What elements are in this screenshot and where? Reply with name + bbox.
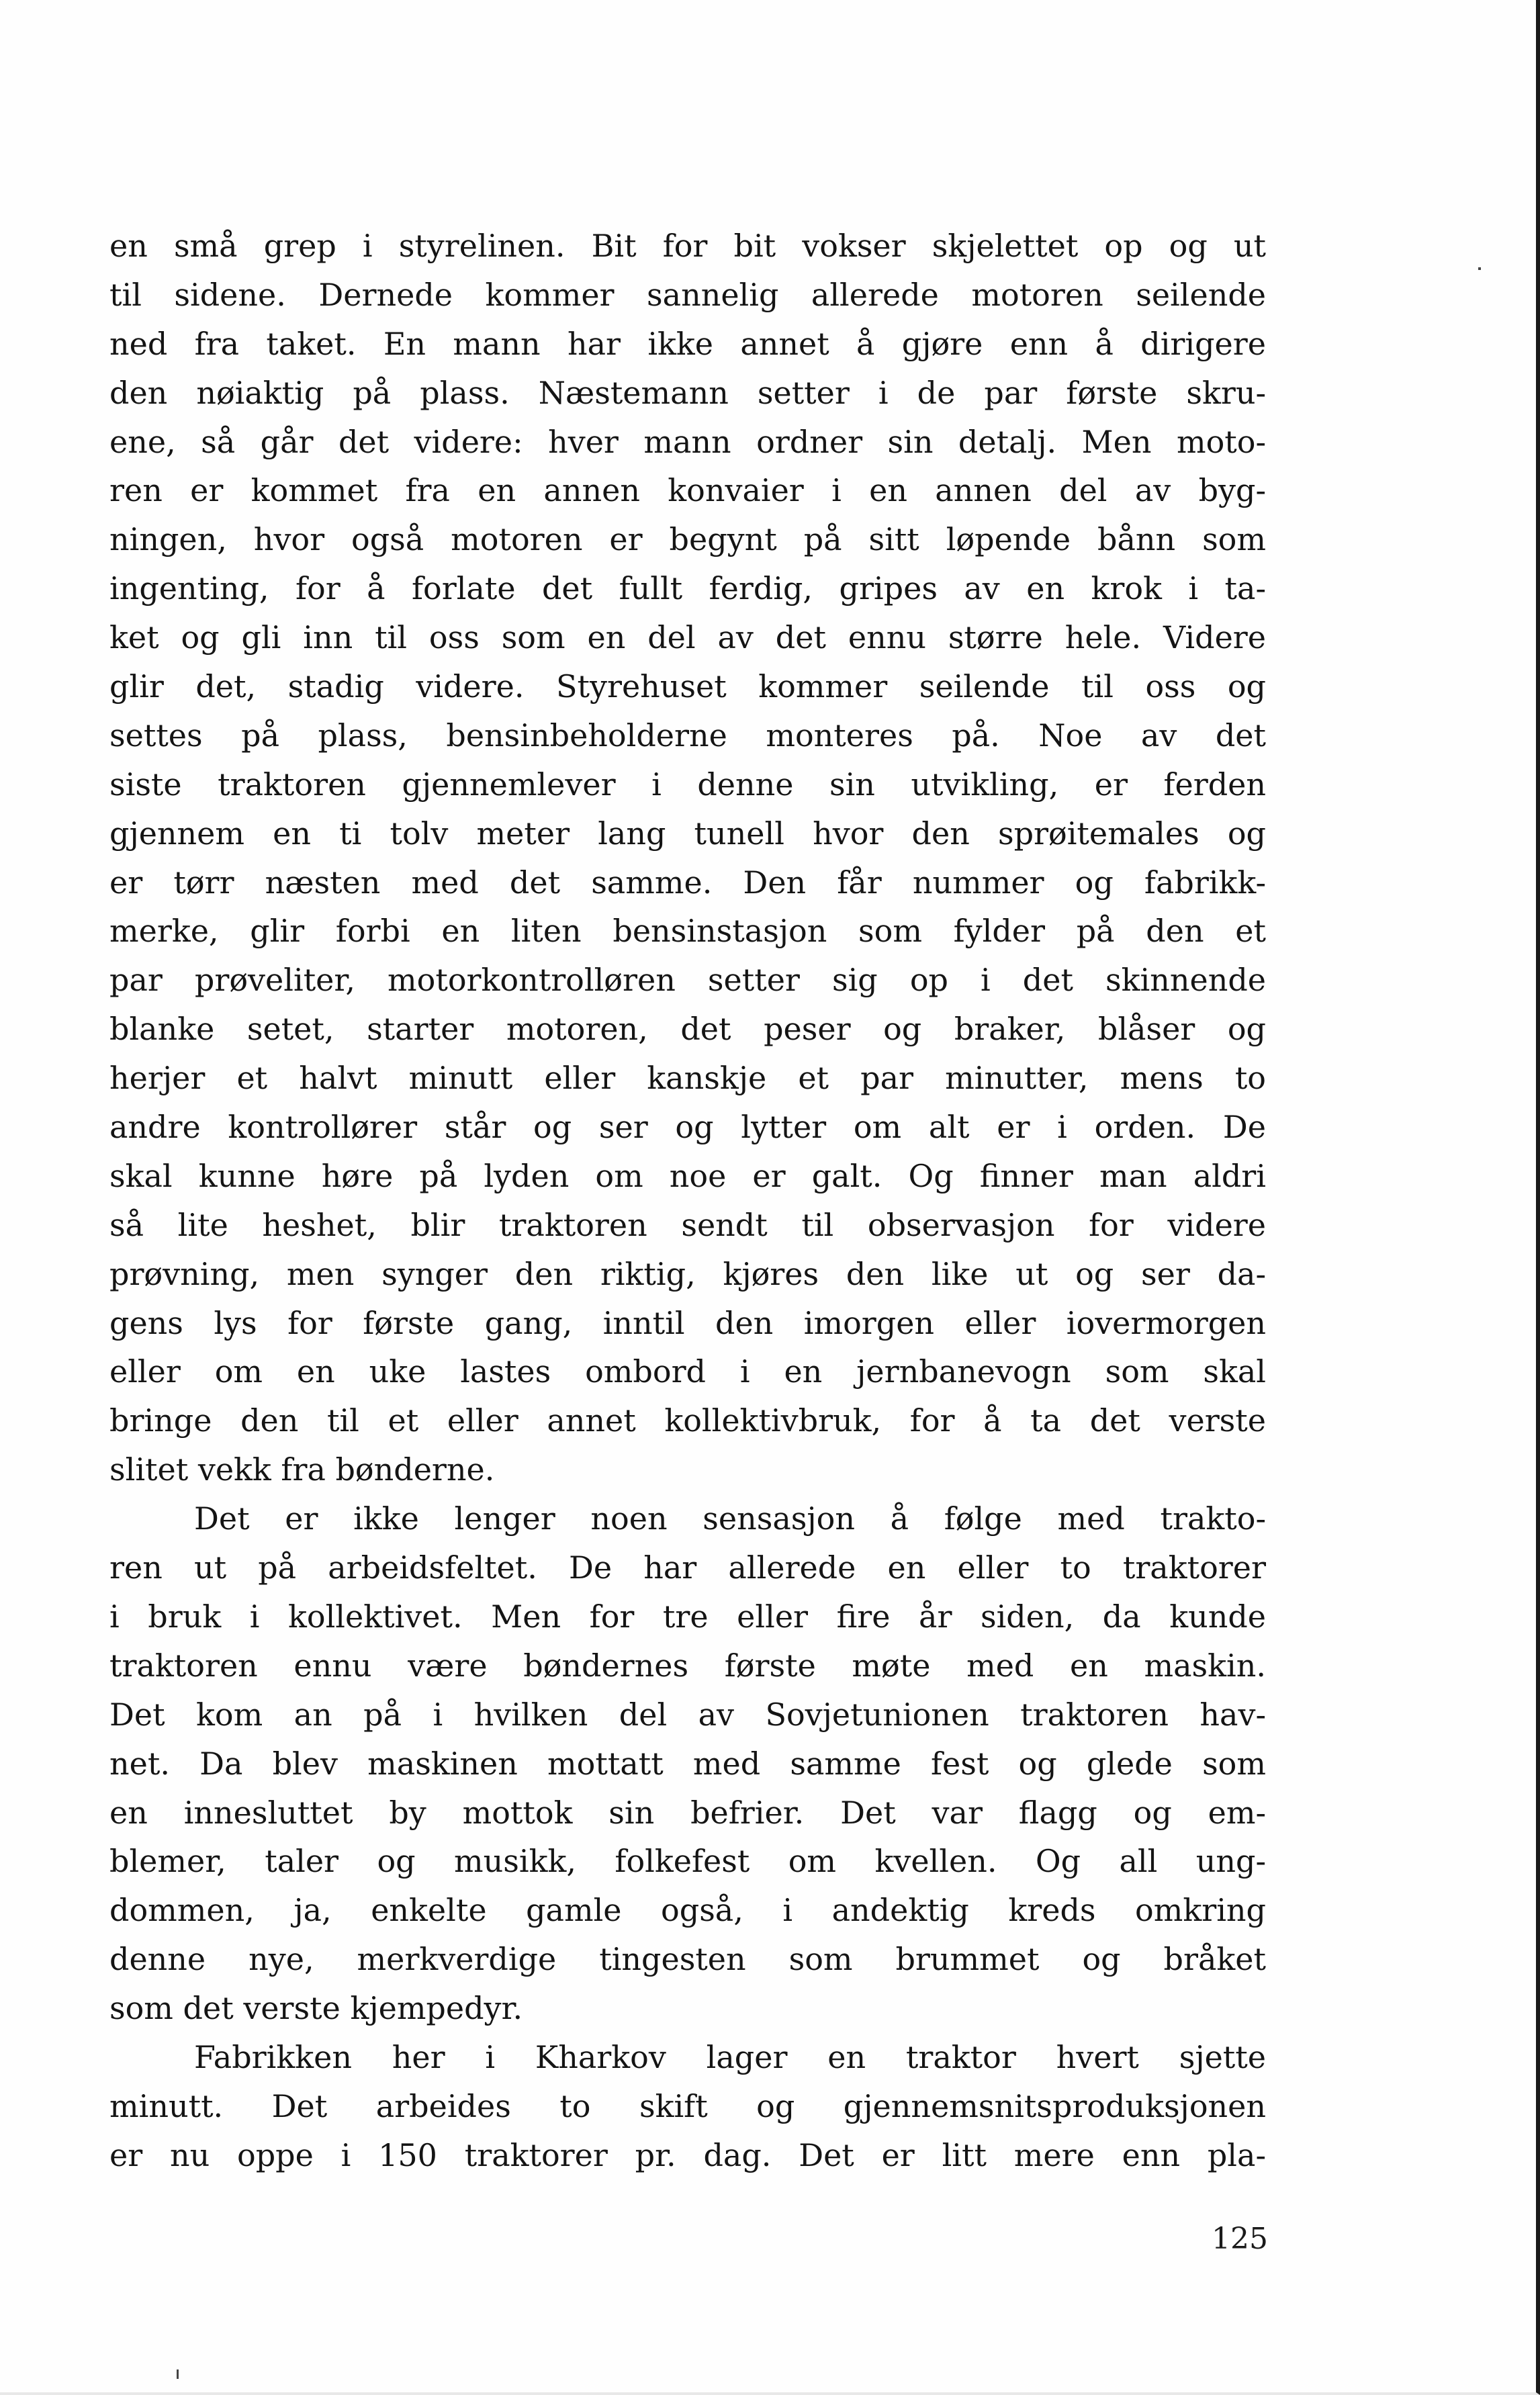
paragraph-start-line: Det er ikke lenger noen sensasjon å følge med trakto-	[194, 1500, 1266, 1537]
text-line: siste traktoren gjennemlever i denne sin utvikling, er ferden	[109, 766, 1266, 803]
text-line: net. Da blev maskinen mottatt med samme fest og glede som	[109, 1745, 1266, 1782]
text-line: ren ut på arbeidsfeltet. De har allerede en eller to traktorer	[109, 1549, 1266, 1586]
text-line: er nu oppe i 150 traktorer pr. dag. Det er litt mere enn pla-	[109, 2136, 1266, 2173]
paragraph-start-line: Fabrikken her i Kharkov lager en traktor hvert sjette	[194, 2038, 1266, 2075]
text-line: merke, glir forbi en liten bensinstasjon som fylder på den et	[109, 913, 1266, 950]
scan-speck	[177, 2369, 179, 2379]
text-line: ned fra taket. En mann har ikke annet å gjøre enn å dirigere	[109, 325, 1266, 362]
text-line: settes på plass, bensinbeholderne monteres på. Noe av det	[109, 717, 1266, 754]
text-line: ket og gli inn til oss som en del av det ennu større hele. Videre	[109, 619, 1266, 656]
text-line: så lite heshet, blir traktoren sendt til observasjon for videre	[109, 1206, 1266, 1243]
text-line: blemer, taler og musikk, folkefest om kvellen. Og all ung-	[109, 1843, 1266, 1880]
text-line: Det kom an på i hvilken del av Sovjetunionen traktoren hav-	[109, 1696, 1266, 1733]
text-line: i bruk i kollektivet. Men for tre eller fire år siden, da kunde	[109, 1598, 1266, 1635]
text-line: bringe den til et eller annet kollektivbruk, for å ta det verste	[109, 1402, 1266, 1439]
text-line: par prøveliter, motorkontrolløren setter sig op i det skinnende	[109, 962, 1266, 999]
text-line: andre kontrollører står og ser og lytter om alt er i orden. De	[109, 1109, 1266, 1146]
text-line: ren er kommet fra en annen konvaier i en annen del av byg-	[109, 472, 1266, 509]
text-line: denne nye, merkverdige tingesten som brummet og bråket	[109, 1941, 1266, 1978]
text-line: blanke setet, starter motoren, det peser og braker, blåser og	[109, 1011, 1266, 1048]
text-line: skal kunne høre på lyden om noe er galt. Og finner man aldri	[109, 1157, 1266, 1194]
text-line: ingenting, for å forlate det fullt ferdig, gripes av en krok i ta-	[109, 570, 1266, 607]
text-line: minutt. Det arbeides to skift og gjennemsnitsproduksjonen	[109, 2087, 1266, 2124]
text-line: glir det, stadig videre. Styrehuset kommer seilende til oss og	[109, 668, 1266, 705]
paragraph-end-line: slitet vekk fra bønderne.	[109, 1451, 495, 1488]
page-number: 125	[1212, 2222, 1268, 2256]
text-line: gens lys for første gang, inntil den imorgen eller iovermorgen	[109, 1304, 1266, 1341]
scan-speck	[1478, 267, 1481, 270]
text-line: eller om en uke lastes ombord i en jernbanevogn som skal	[109, 1353, 1266, 1390]
text-line: den nøiaktig på plass. Næstemann setter i de par første skru-	[109, 374, 1266, 411]
paragraph-end-line: som det verste kjempedyr.	[109, 1990, 523, 2027]
text-line: prøvning, men synger den riktig, kjøres den like ut og ser da-	[109, 1255, 1266, 1292]
text-line: til sidene. Dernede kommer sannelig allerede motoren seilende	[109, 276, 1266, 313]
text-line: en små grep i styrelinen. Bit for bit vokser skjelettet op og ut	[109, 228, 1266, 264]
text-line: er tørr næsten med det samme. Den får nummer og fabrikk-	[109, 864, 1266, 901]
text-line: gjennem en ti tolv meter lang tunell hvor den sprøitemales og	[109, 815, 1266, 852]
text-line: dommen, ja, enkelte gamle også, i andektig kreds omkring	[109, 1892, 1266, 1929]
text-line: en innesluttet by mottok sin befrier. Det var flagg og em-	[109, 1794, 1266, 1831]
text-line: traktoren ennu være bøndernes første møte med en maskin.	[109, 1647, 1266, 1684]
text-line: ene, så går det videre: hver mann ordner sin detalj. Men moto-	[109, 423, 1266, 460]
text-line: herjer et halvt minutt eller kanskje et par minutter, mens to	[109, 1060, 1266, 1097]
body-text	[109, 222, 1266, 2180]
text-line: ningen, hvor også motoren er begynt på sitt løpende bånn som	[109, 521, 1266, 558]
